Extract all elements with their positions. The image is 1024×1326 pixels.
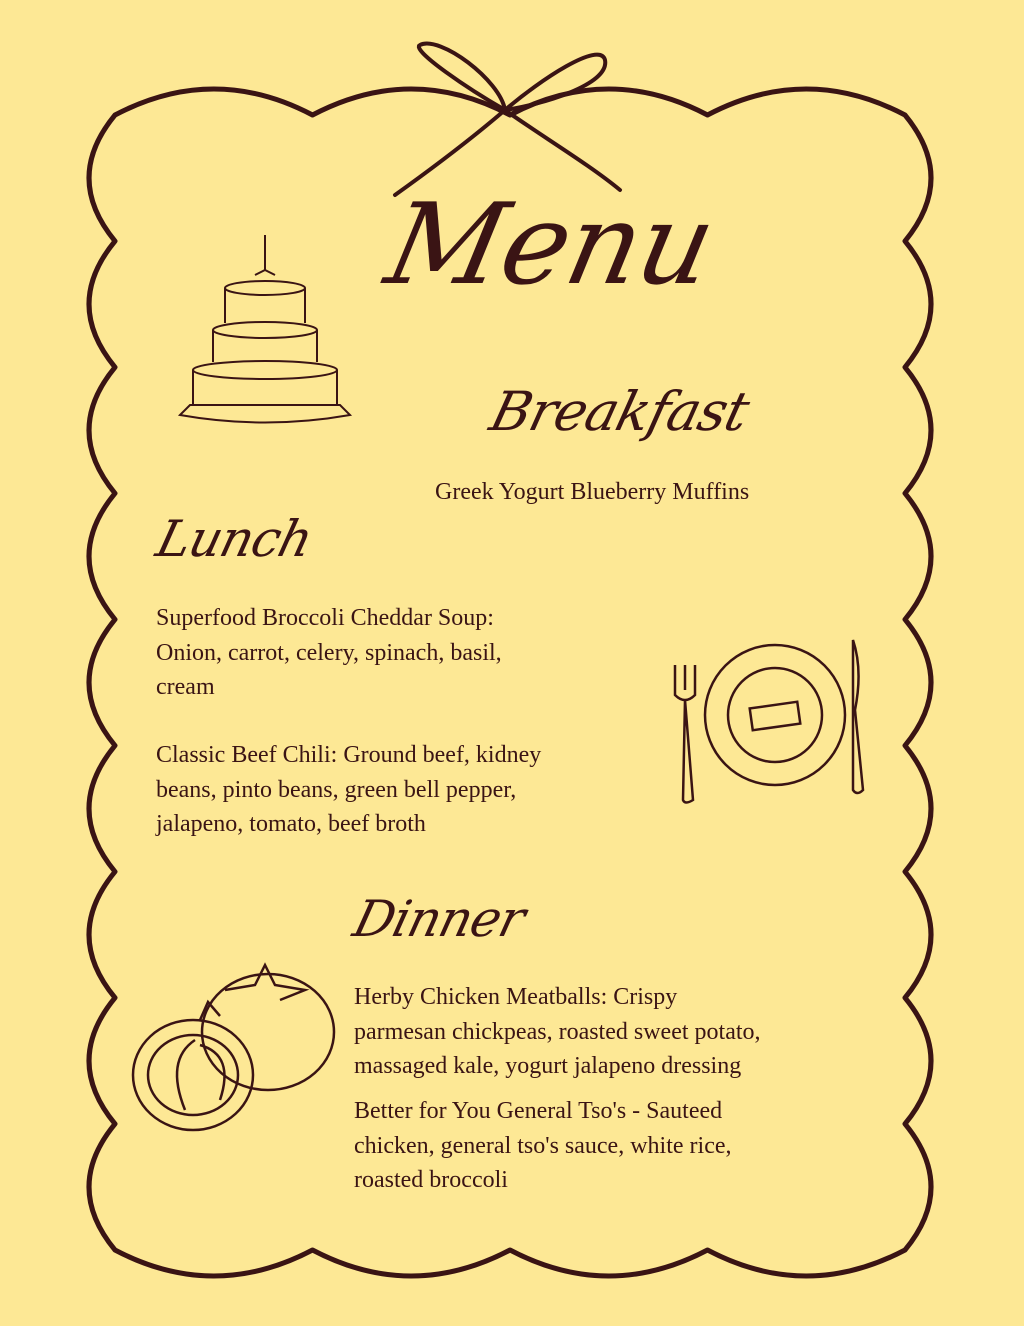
- dinner-item: [354, 1094, 732, 1198]
- bow-icon: [395, 44, 620, 195]
- dinner-heading: Dinner: [347, 890, 531, 948]
- item-line: cream: [156, 674, 215, 700]
- item-line: massaged kale, yogurt jalapeno dressing: [354, 1053, 742, 1079]
- item-line: beans, pinto beans, green bell pepper,: [156, 776, 517, 803]
- lunch-heading: Lunch: [150, 510, 319, 568]
- breakfast-item: [435, 475, 749, 510]
- dinner-item: [354, 980, 761, 1084]
- lunch-item: [156, 738, 541, 842]
- item-line: Superfood Broccoli Cheddar Soup:: [156, 605, 494, 631]
- item-line: Greek Yogurt Blueberry Muffins: [435, 479, 750, 505]
- item-line: roasted broccoli: [354, 1167, 508, 1193]
- item-line: jalapeno, tomato, beef broth: [156, 811, 426, 837]
- item-line: chicken, general tso's sauce, white rice,: [354, 1132, 732, 1159]
- item-line: Herby Chicken Meatballs: Crispy: [354, 984, 678, 1010]
- lunch-item: [156, 601, 502, 705]
- breakfast-heading: Breakfast: [484, 380, 755, 443]
- cake-icon: [175, 230, 355, 430]
- menu-title: Menu: [376, 180, 726, 310]
- item-line: parmesan chickpeas, roasted sweet potato,: [354, 1018, 761, 1045]
- item-line: Classic Beef Chili: Ground beef, kidney: [156, 742, 542, 768]
- plate-setting-icon: [665, 630, 885, 810]
- item-line: Onion, carrot, celery, spinach, basil,: [156, 639, 502, 666]
- tomato-icon: [130, 960, 340, 1145]
- item-line: Better for You General Tso's - Sauteed: [354, 1098, 723, 1124]
